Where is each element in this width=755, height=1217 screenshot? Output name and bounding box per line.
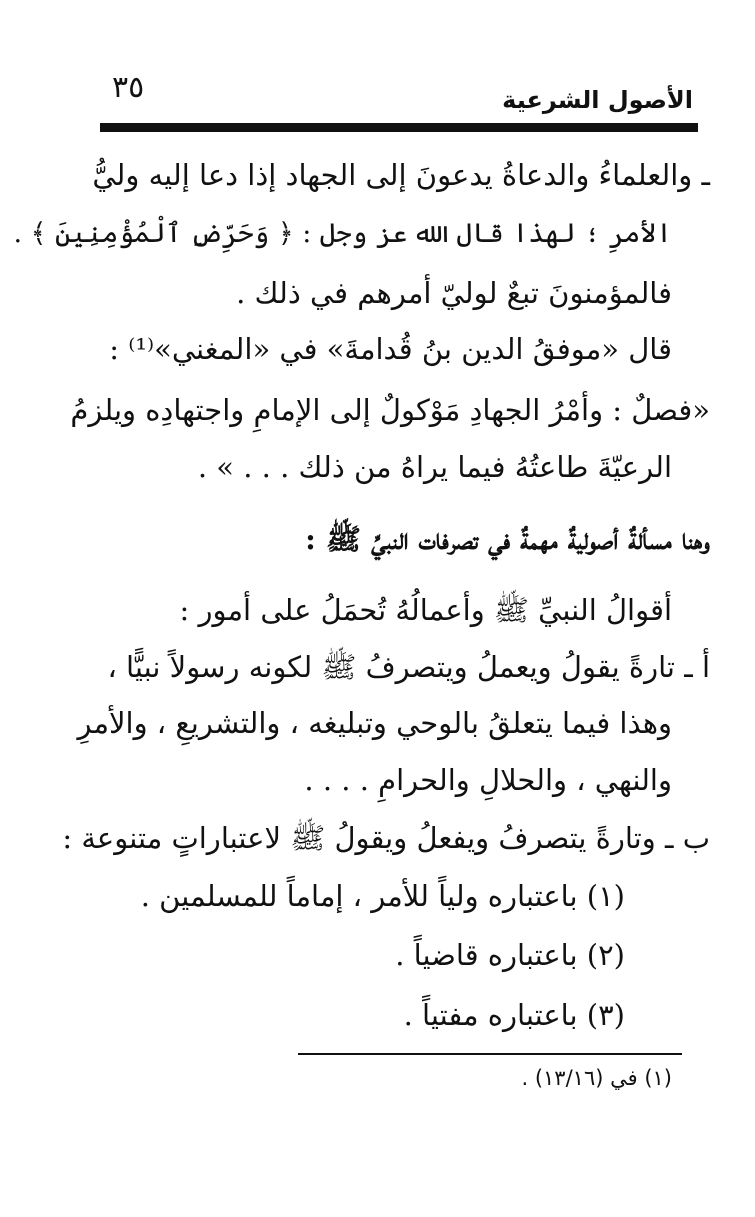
body-line: الأمرِ ؛ لهذا قال الله عز وجل : ﴿ وَحَرِّضِ ٱلْمُؤْمِنِينَ ﴾ . xyxy=(13,218,672,249)
list-item-ba: ب ـ وتارةً يتصرفُ ويفعلُ ويقولُ ﷺ لاعتباراتٍ متنوعة : xyxy=(62,821,710,855)
quoted-line: «فصلٌ : وأمْرُ الجهادِ مَوْكولٌ إلى الإمامِ واجتهادِه ويلزمُ xyxy=(70,393,710,427)
quoted-line: الرعيّةَ طاعتُهُ فيما يراهُ من ذلك . . . » . xyxy=(197,450,672,484)
sub-list-item: (١) باعتباره ولياً للأمر ، إماماً للمسلمين . xyxy=(140,879,625,913)
body-line: فالمؤمنونَ تبعٌ لوليّ أمرهم في ذلك . xyxy=(236,276,672,310)
footnote-rule xyxy=(298,1053,682,1055)
sub-list-item: (٢) باعتباره قاضياً . xyxy=(395,938,625,972)
header-rule xyxy=(100,123,698,132)
body-line: قال «موفقُ الدين بنُ قُدامةَ» في «المغني»⁽¹⁾ : xyxy=(109,332,672,366)
body-line: أقوالُ النبيِّ ﷺ وأعمالُهُ تُحمَلُ على أمور : xyxy=(179,593,672,627)
body-line: والنهي ، والحلالِ والحرامِ . . . . xyxy=(304,763,672,797)
section-heading: وهنا مسألةٌ أصوليةٌ مهمةٌ في تصرفات النبيِّ ﷺ : xyxy=(305,522,710,556)
body-line: وهذا فيما يتعلقُ بالوحي وتبليغه ، والتشريعِ ، والأمرِ xyxy=(77,706,672,740)
footnote: (١) في (١٣/١٦) . xyxy=(521,1066,672,1090)
list-item-alif: أ ـ تارةً يقولُ ويعملُ ويتصرفُ ﷺ لكونه رسولاً نبيًّا ، xyxy=(107,650,710,684)
sub-list-item: (٣) باعتباره مفتياً . xyxy=(403,998,625,1032)
running-header-title: الأصول الشرعية xyxy=(502,86,693,114)
body-line: ـ والعلماءُ والدعاةُ يدعونَ إلى الجهاد إذا دعا إليه وليُّ xyxy=(92,158,710,192)
page-number: ٣٥ xyxy=(112,70,145,105)
